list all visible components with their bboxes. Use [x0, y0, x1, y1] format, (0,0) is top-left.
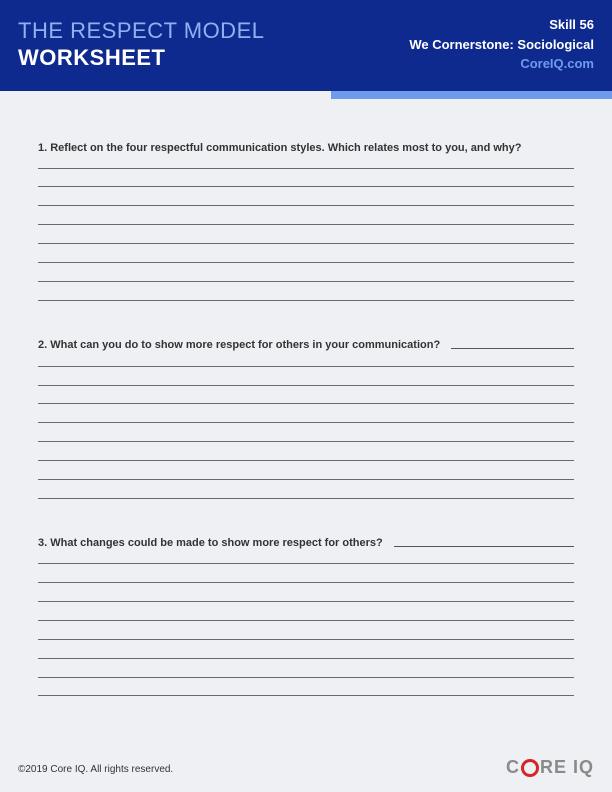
cornerstone-label: We Cornerstone: Sociological: [409, 37, 594, 52]
answer-line[interactable]: [38, 620, 574, 621]
answer-line[interactable]: [38, 281, 574, 282]
website-link[interactable]: CoreIQ.com: [520, 56, 594, 71]
answer-line[interactable]: [38, 168, 574, 169]
question-3-answer-line[interactable]: [394, 546, 574, 547]
answer-line[interactable]: [38, 639, 574, 640]
answer-line[interactable]: [38, 205, 574, 206]
logo-ring-icon: [521, 759, 539, 777]
question-2-answer-line[interactable]: [451, 348, 574, 349]
answer-line[interactable]: [38, 403, 574, 404]
answer-line[interactable]: [38, 366, 574, 367]
answer-line[interactable]: [38, 385, 574, 386]
answer-line[interactable]: [38, 695, 574, 696]
answer-line[interactable]: [38, 186, 574, 187]
skill-number: Skill 56: [549, 17, 594, 32]
accent-bar: [331, 91, 612, 99]
question-3-text: 3. What changes could be made to show more respect for others?: [38, 537, 383, 549]
question-2-text: 2. What can you do to show more respect for others in your communication?: [38, 339, 441, 351]
answer-line[interactable]: [38, 582, 574, 583]
answer-line[interactable]: [38, 498, 574, 499]
answer-line[interactable]: [38, 479, 574, 480]
question-1: [38, 138, 574, 154]
answer-line[interactable]: [38, 262, 574, 263]
answer-line[interactable]: [38, 563, 574, 564]
header-banner: [0, 0, 612, 91]
answer-line[interactable]: [38, 601, 574, 602]
copyright-notice: ©2019 Core IQ. All rights reserved.: [18, 764, 174, 775]
answer-line[interactable]: [38, 658, 574, 659]
logo-suffix: RE IQ: [539, 757, 594, 777]
answer-line[interactable]: [38, 224, 574, 225]
core-iq-logo: [506, 757, 594, 778]
answer-line[interactable]: [38, 422, 574, 423]
answer-line[interactable]: [38, 441, 574, 442]
answer-line[interactable]: [38, 460, 574, 461]
question-1-text: 1. Reflect on the four respectful communication styles. Which relates most to you, and why?: [38, 142, 522, 154]
answer-line[interactable]: [38, 243, 574, 244]
logo-prefix: C: [505, 757, 520, 777]
title-line-2: WORKSHEET: [18, 45, 166, 70]
title-line-1: THE RESPECT MODEL: [18, 18, 265, 43]
question-2: [38, 335, 574, 351]
answer-line[interactable]: [38, 300, 574, 301]
answer-line[interactable]: [38, 677, 574, 678]
question-3: [38, 533, 574, 549]
